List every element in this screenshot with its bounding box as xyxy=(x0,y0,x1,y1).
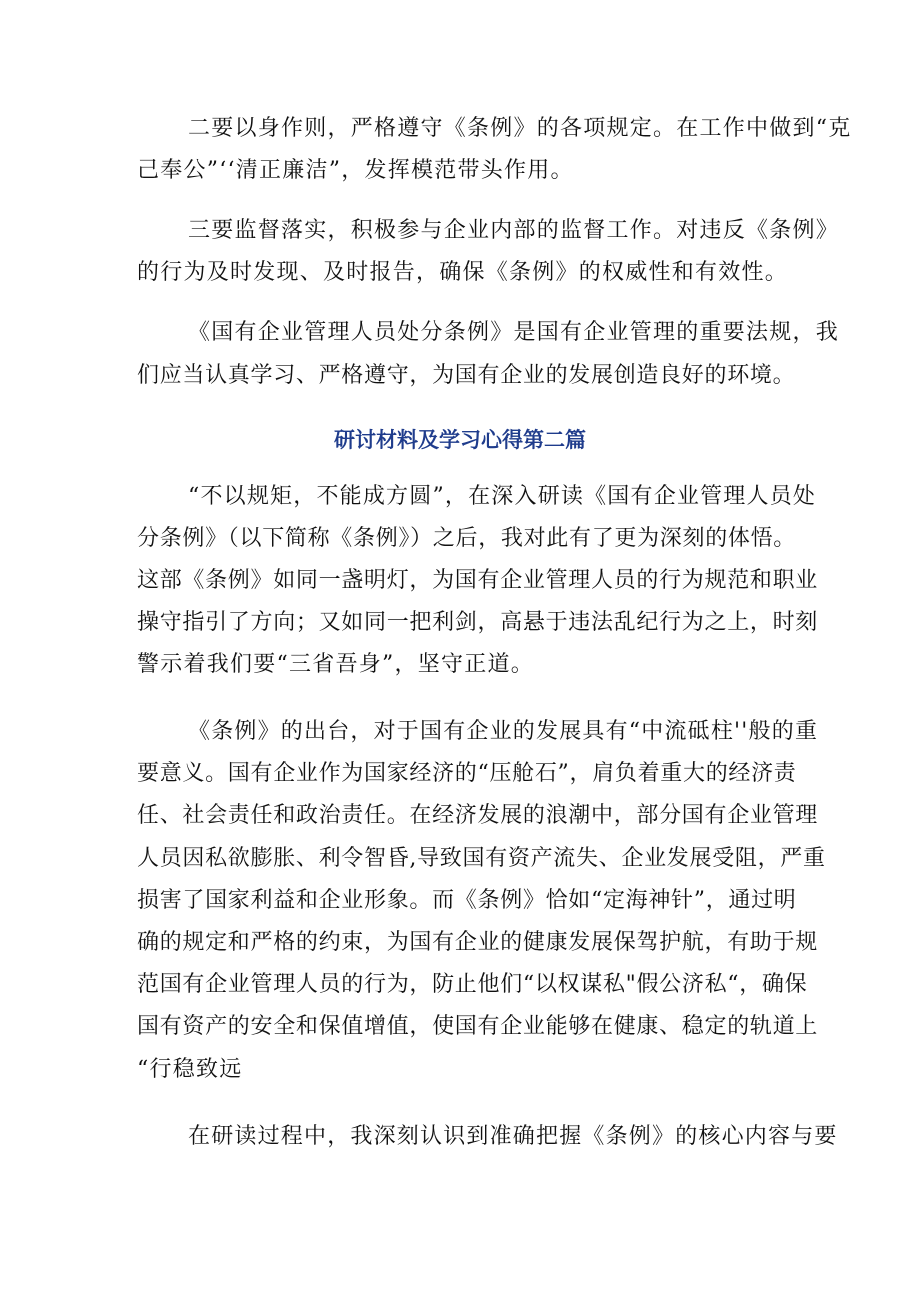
paragraph-line: 们应当认真学习、严格遵守，为国有企业的发展创造良好的环境。 xyxy=(137,363,796,388)
paragraph-line: 己奉公”‘‘清正廉洁”，发挥模范带头作用。 xyxy=(137,158,574,183)
paragraph-line: 在研读过程中，我深刻认识到准确把握《条例》的核心内容与要 xyxy=(188,1124,838,1149)
paragraph-line: 国有资产的安全和保值增值，使国有企业能够在健康、稳定的轨道上 xyxy=(137,1014,819,1039)
paragraph-line: 要意义。国有企业作为国家经济的“压舱石”，肩负着重大的经济责 xyxy=(137,761,797,786)
paragraph-line: “行稳致远 xyxy=(137,1057,243,1082)
paragraph-line: 人员因私欲膨胀、利令智昏,导致国有资产流失、企业发展受阻，严重 xyxy=(137,846,826,871)
paragraph-line: 损害了国家利益和企业形象。而《条例》恰如“定海神针”，通过明 xyxy=(137,888,797,913)
section-heading: 研讨材料及学习心得第二篇 xyxy=(334,427,586,452)
paragraph-line: 二要以身作则，严格遵守《条例》的各项规定。在工作中做到“克 xyxy=(188,116,852,141)
paragraph-line: 确的规定和严格的约束，为国有企业的健康发展保驾护航，有助于规 xyxy=(137,930,819,955)
paragraph-line: 任、社会责任和政治责任。在经济发展的浪潮中，部分国有企业管理 xyxy=(137,803,819,828)
paragraph-line: 操守指引了方向；又如同一把利剑，高悬于违法乱纪行为之上，时刻 xyxy=(137,610,819,635)
paragraph-line: 《条例》的出台，对于国有企业的发展具有“中流砥柱''般的重 xyxy=(188,719,819,744)
paragraph-line: 分条例》（以下简称《条例》）之后，我对此有了更为深刻的体悟。 xyxy=(137,526,797,551)
paragraph-line: 范国有企业管理人员的行为，防止他们“以权谋私"假公济私“，确保 xyxy=(137,972,808,997)
paragraph-line: 的行为及时发现、及时报告，确保《条例》的权威性和有效性。 xyxy=(137,260,789,285)
paragraph-line: 警示着我们要“三省吾身”，坚守正道。 xyxy=(137,652,534,677)
paragraph-line: 《国有企业管理人员处分条例》是国有企业管理的重要法规，我 xyxy=(188,320,840,345)
paragraph-line: 这部《条例》如同一盏明灯，为国有企业管理人员的行为规范和职业 xyxy=(137,568,819,593)
paragraph-line: 三要监督落实，积极参与企业内部的监督工作。对违反《条例》 xyxy=(188,218,840,243)
paragraph-line: “不以规矩，不能成方圆”，在深入研读《国有企业管理人员处 xyxy=(188,484,817,509)
